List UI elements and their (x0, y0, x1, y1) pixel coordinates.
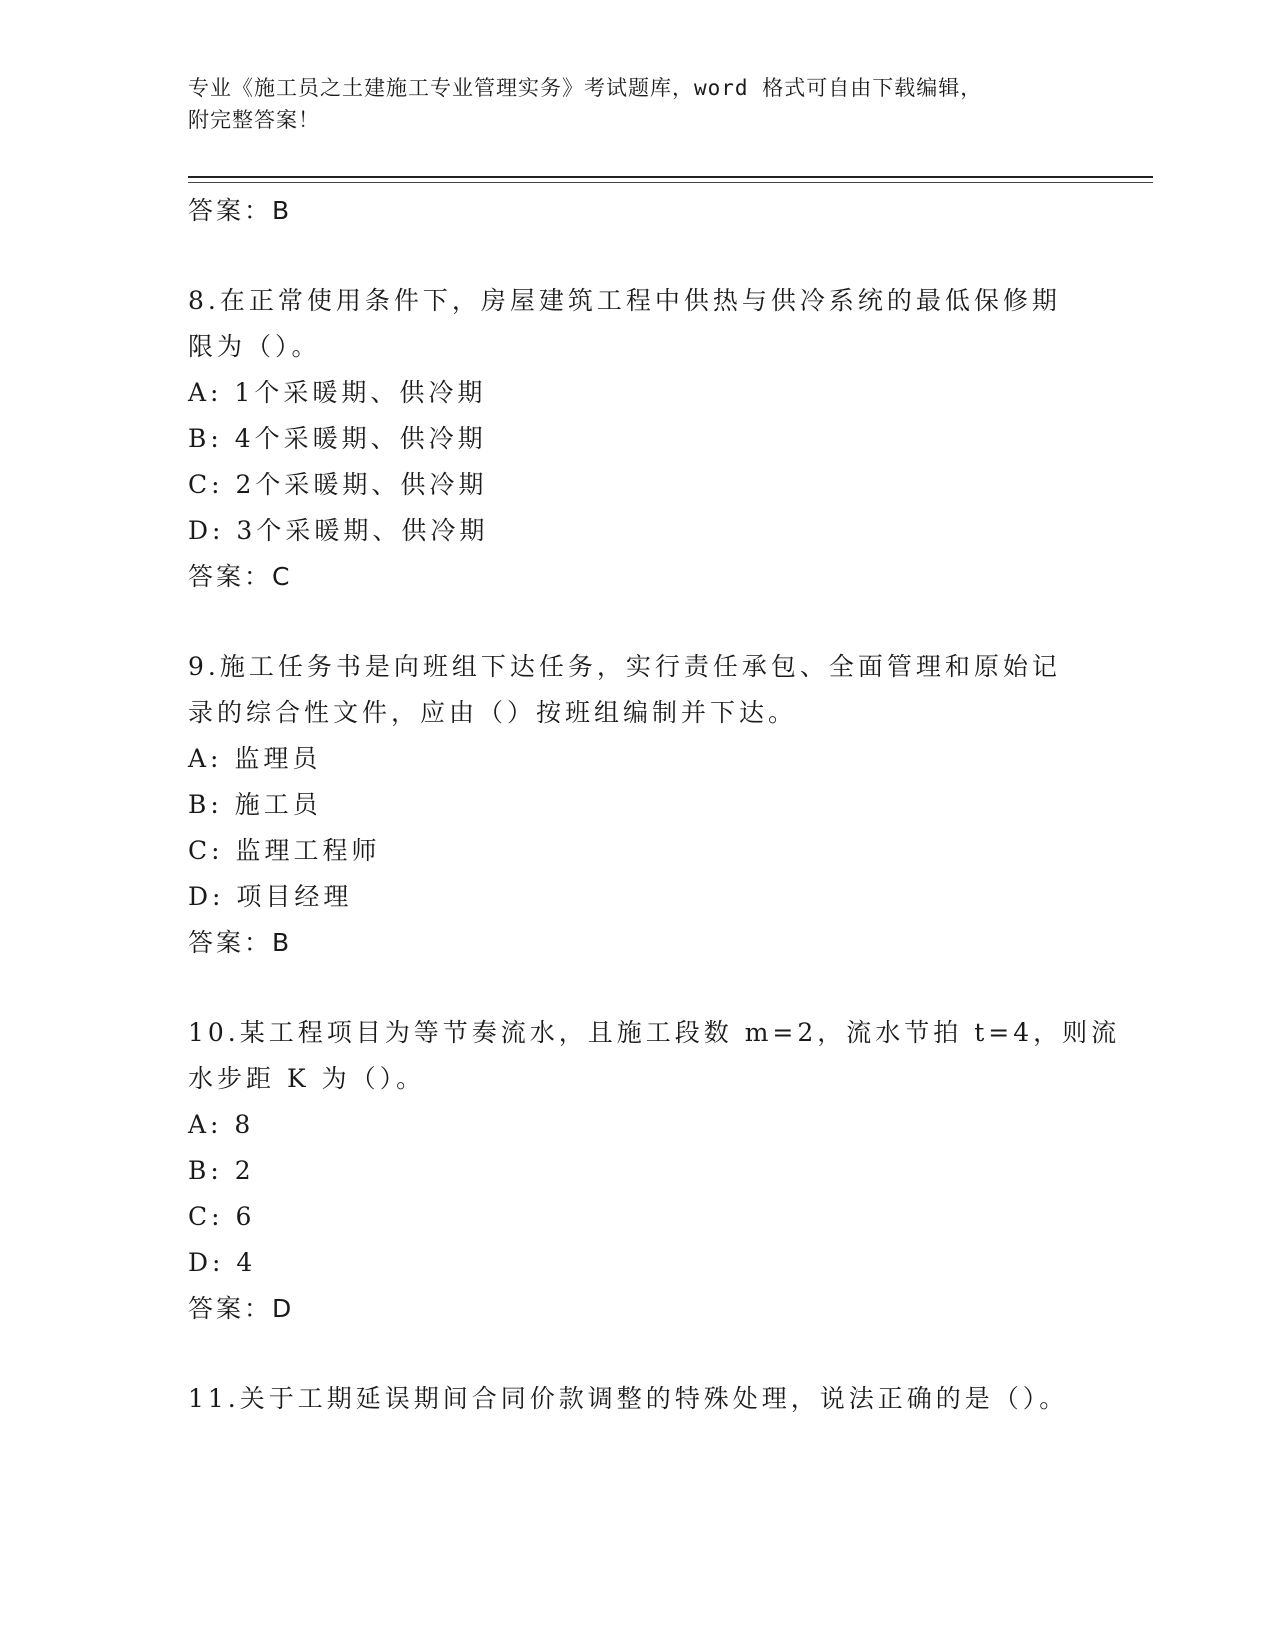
question-9 (188, 644, 1068, 966)
question-11 (188, 1376, 1068, 1422)
option-c: C: 2个采暖期、供冷期 (188, 470, 488, 499)
option-a: A: 1个采暖期、供冷期 (188, 378, 487, 407)
header-line-1: 专业《施工员之土建施工专业管理实务》考试题库，word 格式可自由下载编辑， (188, 76, 983, 100)
document-header (188, 72, 1068, 136)
answer-text: 答案：C (188, 562, 293, 591)
spacer (188, 600, 1068, 644)
question-stem: 水步距 K 为（）。 (188, 1064, 426, 1093)
question-stem: 9.施工任务书是向班组下达任务，实行责任承包、全面管理和原始记 (188, 652, 1061, 681)
answer-text: 答案：D (188, 1294, 295, 1323)
header-divider-thick (188, 176, 1153, 178)
option-d: D: 3个采暖期、供冷期 (188, 516, 489, 545)
question-stem: 8.在正常使用条件下，房屋建筑工程中供热与供冷系统的最低保修期 (188, 286, 1061, 315)
option-c: C: 监理工程师 (188, 836, 381, 865)
option-b: B: 4个采暖期、供冷期 (188, 424, 487, 453)
question-stem: 限为（）。 (188, 332, 321, 361)
spacer (188, 1332, 1068, 1376)
question-stem: 10.某工程项目为等节奏流水，且施工段数 m=2，流水节拍 t=4，则流 (188, 1018, 1121, 1047)
option-a: A: 8 (188, 1110, 255, 1139)
question-list (188, 188, 1121, 1422)
header-divider-thin (188, 182, 1153, 183)
answer-text: 答案：B (188, 196, 293, 225)
option-b: B: 2 (188, 1156, 255, 1185)
answer-text: 答案：B (188, 928, 293, 957)
question-8 (188, 278, 1068, 600)
option-b: B: 施工员 (188, 790, 322, 819)
spacer (188, 234, 1068, 278)
spacer (188, 966, 1068, 1010)
question-10 (188, 1010, 1121, 1332)
question-stem: 录的综合性文件，应由（）按班组编制并下达。 (188, 698, 798, 727)
question-stem: 11.关于工期延误期间合同价款调整的特殊处理，说法正确的是（）。 (188, 1384, 1069, 1413)
option-d: D: 4 (188, 1248, 257, 1277)
option-d: D: 项目经理 (188, 882, 353, 911)
header-line-2: 附完整答案！ (188, 108, 320, 132)
option-a: A: 监理员 (188, 744, 322, 773)
option-c: C: 6 (188, 1202, 256, 1231)
